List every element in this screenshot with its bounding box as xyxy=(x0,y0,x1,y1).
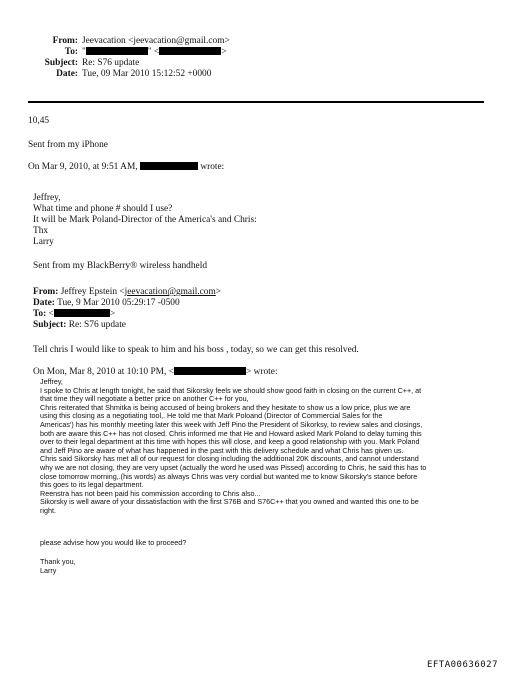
date-label: Date: xyxy=(56,69,78,79)
reply2-block xyxy=(33,193,257,248)
fwd-from-close: > xyxy=(215,287,222,297)
to-mid: " < xyxy=(147,47,160,57)
header-divider xyxy=(28,101,484,103)
from-label: From: xyxy=(52,36,78,46)
quoted-line: both are aware this C++ has not closed. Chris informed me that He and Howard asked Mark Poland to delay turning this xyxy=(40,428,422,438)
redaction-block xyxy=(86,47,148,55)
quoted-line: Chris said Sikorsky has met all of our request for closing including the additional 20K discounts, and cannot understand xyxy=(40,454,419,464)
fwd-date-value: Tue, 9 Mar 2010 05:29:17 -0500 xyxy=(57,298,180,308)
subject-label: Subject: xyxy=(44,58,78,68)
redaction-block xyxy=(54,309,110,317)
quoted-line: Sikorsky is well aware of your dissatisfaction with the first S76B and S76C++ that you owned and wanted this one to be xyxy=(40,497,419,507)
fwd-subject xyxy=(33,320,126,331)
quoted-line: Americas') has his monthly meeting later this week with Jeff Pino the President of Sikorksy, to review sales and closings, xyxy=(40,419,423,429)
reply2-line: Jeffrey, xyxy=(33,193,61,203)
fwd-date xyxy=(33,298,180,309)
fwd-from-email-link[interactable]: jeevacation@gmail.com xyxy=(124,287,216,297)
redaction-block xyxy=(174,367,246,375)
quoted-line: right. xyxy=(40,505,56,515)
closing-line: Larry xyxy=(40,565,57,575)
attribution-suffix: wrote: xyxy=(200,162,225,172)
quote-attribution xyxy=(28,162,224,173)
from-value: Jeevacation <jeevacation@gmail.com> xyxy=(82,36,230,46)
date-value: Tue, 09 Mar 2010 15:12:52 +0000 xyxy=(82,69,212,79)
reply-signature: Sent from my iPhone xyxy=(28,140,108,150)
attribution-prefix: On Mar 9, 2010, at 9:51 AM, xyxy=(28,162,138,172)
fwd-body: Tell chris I would like to speak to him and his boss , today, so we can get this resolved. xyxy=(33,345,359,355)
fwd-to-close: > xyxy=(109,309,116,319)
reply2-signature: Sent from my BlackBerry® wireless handheld xyxy=(33,261,208,271)
quoted-line: Chris reiterated that Shmitka is being accused of being brokers and they hesitate to show us a low price, plus we are xyxy=(40,402,411,412)
quoted-message xyxy=(40,378,485,516)
reply2-line: Thx xyxy=(33,226,49,236)
quoted-line: why we are not closing, they are very upset (actually the word he used was Pissed) according to Chris, he said this has to xyxy=(40,462,427,472)
quoted-line: Jeffrey, xyxy=(40,377,63,386)
reply2-line: It will be Mark Poland-Director of the America's and Chris: xyxy=(33,215,257,225)
fwd-subject-label: Subject: xyxy=(33,320,67,330)
quoted-closing xyxy=(40,558,76,575)
fwd-from xyxy=(33,287,221,298)
quoted-line: over to their legal department at this time with hopes this will close, and keep a good relationship with you. Mark Poland xyxy=(40,437,420,447)
redaction-block xyxy=(159,47,221,55)
fwd-to-label: To: xyxy=(33,309,47,319)
quoted-line: close tomorrow morning,.(his words) as always Chris was very cordial but wanted me to know Sikorsky's stance before xyxy=(40,471,418,481)
reply2-line: What time and phone # should I use? xyxy=(33,204,173,214)
fwd-attribution xyxy=(33,367,278,378)
fwd-attribution-suffix: > wrote: xyxy=(245,367,278,377)
quoted-line: Reenstra has not been paid his commission according to Chris also... xyxy=(40,488,261,498)
to-value xyxy=(82,47,227,58)
fwd-to-open: < xyxy=(48,309,54,319)
to-label: To: xyxy=(64,47,78,57)
quoted-line: this goes to its legal department. xyxy=(40,480,144,490)
quoted-line: using this closing as a negotiating tool,. He told me that Mark Poloand (Director of Commercial Sales for the xyxy=(40,411,383,421)
reply2-line: Larry xyxy=(33,237,54,247)
fwd-date-label: Date: xyxy=(33,298,55,308)
fwd-subject-value: Re: S76 update xyxy=(68,320,126,330)
fwd-from-label: From: xyxy=(33,287,59,297)
quoted-line: I spoke to Chris at length tonight, he said that Sikorsky feels we should show good faith in closing on the current C++, at xyxy=(40,385,422,395)
document-id: EFTA00636027 xyxy=(426,660,498,670)
quoted-line: and Jeff Pino are aware of what has happened in the past with this delivery schedule and what Chris has given us. xyxy=(40,445,404,455)
subject-value: Re: S76 update xyxy=(82,58,140,68)
redaction-block xyxy=(140,162,198,170)
quoted-advise: please advise how you would like to proceed? xyxy=(40,538,187,547)
fwd-to xyxy=(33,309,115,320)
to-close: > xyxy=(221,47,227,57)
fwd-from-name: Jeffrey Epstein < xyxy=(60,287,125,297)
fwd-attribution-prefix: On Mon, Mar 8, 2010 at 10:10 PM, < xyxy=(33,367,174,377)
to-quote-open: " xyxy=(82,47,86,57)
closing-line: Thank you, xyxy=(40,557,76,566)
reply-body: 10,45 xyxy=(28,116,50,126)
quoted-line: that time they will negotiate a better price on another C++ for you, xyxy=(40,394,249,404)
